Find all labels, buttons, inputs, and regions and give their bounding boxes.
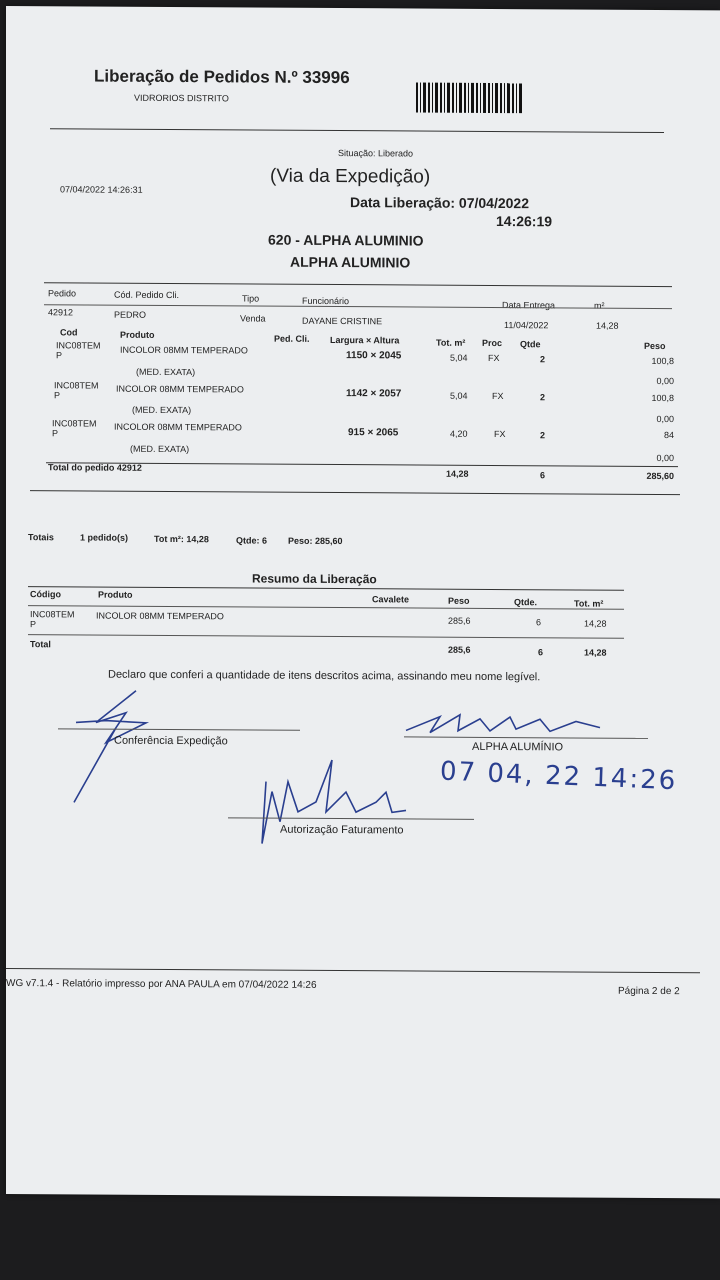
item-code: INC08TEM (56, 340, 101, 351)
item-proc: FX (494, 428, 506, 440)
totals-orders: 1 pedido(s) (80, 532, 129, 543)
summary-product: INCOLOR 08MM TEMPERADO (96, 610, 224, 622)
summary-total-label: Total (30, 639, 51, 650)
summary-m2: 14,28 (584, 618, 607, 629)
via-title: (Via da Expedição) (270, 165, 431, 188)
order-total-qtde: 6 (540, 470, 546, 481)
summary-qtde: 6 (536, 617, 542, 628)
item-peso-extra: 0,00 (656, 413, 674, 425)
item-tot-m2: 5,04 (450, 352, 468, 363)
summary-col-qtde: Qtde. (514, 597, 538, 608)
col-data-entrega: Data Entrega (502, 300, 556, 311)
item-peso-extra: 0,00 (656, 452, 674, 464)
client-code: 620 - ALPHA ALUMINIO (268, 231, 424, 249)
item-code-suffix: P (52, 428, 59, 439)
autorizacao-label: Autorização Faturamento (280, 823, 404, 837)
summary-peso: 285,6 (448, 615, 471, 626)
col-tipo: Tipo (242, 293, 260, 304)
item-peso: 100,8 (651, 355, 674, 367)
item-measure-note: (MED. EXATA) (130, 443, 190, 455)
divider (30, 490, 680, 495)
summary-col-cavalete: Cavalete (372, 594, 410, 605)
company-name: VIDRORIOS DISTRITO (134, 92, 229, 104)
funcionario-value: DAYANE CRISTINE (302, 315, 383, 327)
item-dimensions: 1150 × 2045 (346, 350, 402, 362)
signature-conferencia (46, 682, 186, 813)
cod-pedido-cli-value: PEDRO (114, 309, 147, 320)
col-m2: m² (594, 300, 605, 311)
col-pedido: Pedido (48, 288, 77, 299)
summary-col-peso: Peso (448, 595, 470, 606)
divider (6, 968, 700, 973)
item-peso-extra: 0,00 (656, 375, 674, 387)
printed-timestamp: 07/04/2022 14:26:31 (60, 184, 143, 195)
pedido-value: 42912 (48, 307, 74, 318)
summary-col-tot-m2: Tot. m² (574, 598, 604, 609)
item-qtde: 2 (540, 392, 546, 403)
col-ped-cli: Ped. Cli. (274, 333, 310, 344)
order-total-m2: 14,28 (446, 468, 469, 479)
release-time: 14:26:19 (496, 212, 553, 230)
data-entrega-value: 11/04/2022 (504, 320, 549, 331)
item-product: INCOLOR 08MM TEMPERADO (120, 344, 248, 356)
item-peso: 100,8 (651, 392, 674, 404)
item-proc: FX (492, 390, 504, 402)
barcode (416, 83, 524, 114)
col-produto: Produto (120, 329, 155, 340)
totals-label: Totais (28, 532, 54, 543)
status-text: Situação: Liberado (338, 148, 414, 159)
item-peso: 84 (663, 430, 674, 441)
col-peso: Peso (644, 340, 666, 352)
item-proc: FX (488, 352, 500, 364)
col-proc: Proc (482, 337, 503, 349)
summary-total-qtde: 6 (538, 647, 544, 658)
order-total-label: Total do pedido 42912 (48, 462, 142, 473)
item-product: INCOLOR 08MM TEMPERADO (114, 421, 242, 433)
summary-col-codigo: Código (30, 589, 61, 600)
summary-code-suffix: P (30, 619, 37, 630)
item-tot-m2: 5,04 (450, 390, 468, 401)
col-qtde: Qtde (520, 339, 541, 350)
conferencia-label: Conferência Expedição (114, 734, 228, 748)
handwritten-date: 07 04, 22 14:26 (439, 756, 678, 797)
totals-qtde: Qtde: 6 (236, 535, 268, 546)
release-date: Data Liberação: 07/04/2022 (350, 194, 529, 212)
col-cod: Cod (60, 327, 78, 338)
item-qtde: 2 (540, 354, 546, 365)
totals-peso: Peso: 285,60 (288, 535, 343, 547)
item-measure-note: (MED. EXATA) (132, 404, 192, 416)
totals-m2: Tot m²: 14,28 (154, 533, 209, 545)
summary-title: Resumo da Liberação (252, 571, 377, 587)
client-name: ALPHA ALUMINIO (290, 253, 411, 271)
divider (44, 304, 672, 309)
item-code: INC08TEM (52, 418, 97, 429)
item-dimensions: 915 × 2065 (348, 427, 399, 439)
page-number: Página 2 de 2 (618, 985, 680, 998)
divider (44, 282, 672, 287)
col-cod-pedido-cli: Cód. Pedido Cli. (114, 289, 180, 301)
summary-code: INC08TEM (30, 609, 75, 620)
item-code-suffix: P (54, 390, 61, 401)
document-title: Liberação de Pedidos N.º 33996 (94, 66, 350, 88)
order-total-peso: 285,60 (646, 470, 674, 482)
item-qtde: 2 (540, 430, 546, 441)
document-page (6, 6, 720, 1198)
item-tot-m2: 4,20 (450, 428, 468, 439)
item-measure-note: (MED. EXATA) (136, 366, 196, 378)
item-code-suffix: P (56, 350, 63, 361)
item-product: INCOLOR 08MM TEMPERADO (116, 383, 244, 395)
summary-total-peso: 285,6 (448, 644, 471, 655)
declaration-text: Declaro que conferi a quantidade de itens descritos acima, assinando meu nome legível. (108, 668, 541, 684)
m2-value: 14,28 (596, 320, 619, 331)
summary-total-m2: 14,28 (584, 647, 607, 658)
footer-print-info: WG v7.1.4 - Relatório impresso por ANA PAULA em 07/04/2022 14:26 (6, 978, 317, 991)
col-dimensions: Largura × Altura (330, 334, 400, 346)
tipo-value: Venda (240, 313, 266, 324)
alpha-label: ALPHA ALUMÍNIO (472, 740, 564, 754)
divider (50, 128, 664, 133)
item-dimensions: 1142 × 2057 (346, 388, 402, 400)
divider (28, 634, 624, 639)
col-funcionario: Funcionário (302, 295, 350, 307)
item-code: INC08TEM (54, 380, 99, 391)
col-tot-m2: Tot. m² (436, 337, 466, 348)
summary-col-produto: Produto (98, 589, 133, 600)
